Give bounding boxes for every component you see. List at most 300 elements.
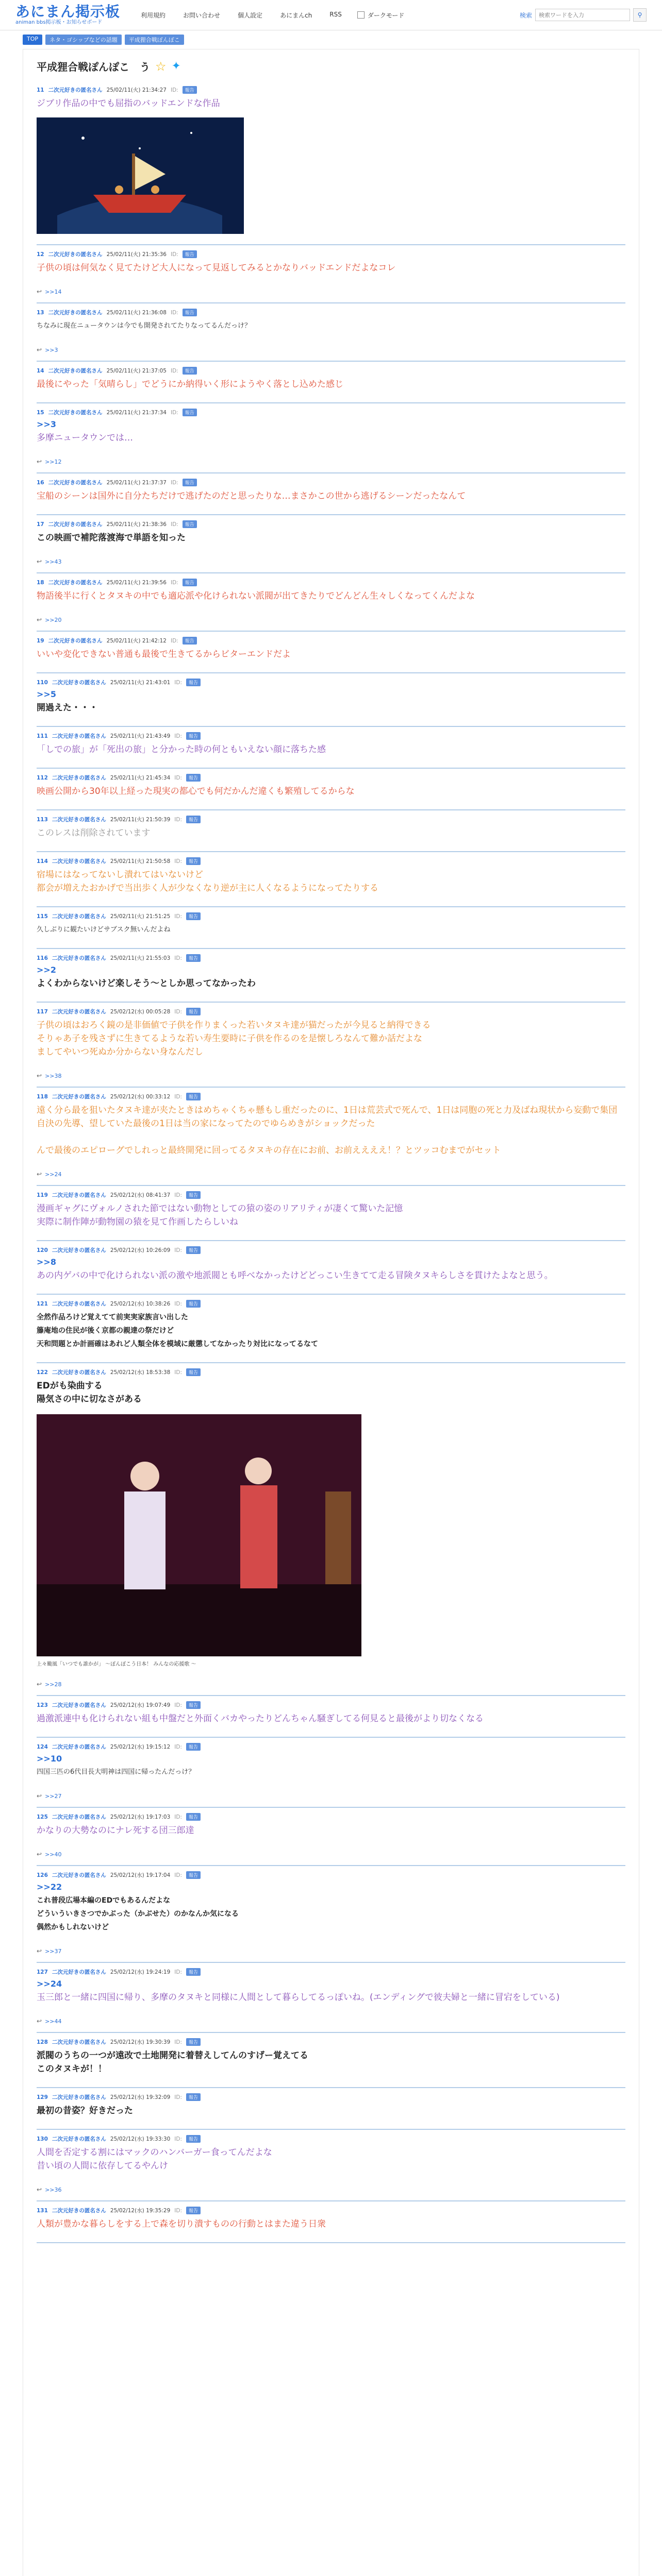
nav-rss[interactable]: RSS	[329, 10, 342, 18]
reply-link-text[interactable]: >>38	[45, 1072, 62, 1079]
poster-name: 二次元好きの匿名さん	[52, 913, 106, 920]
poster-name: 二次元好きの匿名さん	[52, 955, 106, 961]
post	[37, 810, 625, 852]
post-line: かなりの大勢なのにナレ死する団三郎達	[37, 1825, 194, 1836]
report-badge[interactable]: 報告	[183, 520, 197, 528]
post	[37, 303, 625, 362]
report-badge[interactable]: 報告	[186, 857, 201, 865]
post-line: 久しぶりに観たいけどサブスク無いんだよね	[37, 926, 171, 934]
poster-name: 二次元好きの匿名さん	[52, 1301, 106, 1307]
post-anchor-link[interactable]: >>24	[37, 1979, 62, 1989]
post-number[interactable]: 130	[37, 2136, 48, 2142]
report-badge[interactable]: 報告	[186, 2038, 201, 2046]
post-line: 最後にやった「気晴らし」でどうにか納得いく形にようやく落とし込めた感じ	[37, 379, 343, 389]
post-date: 25/02/12(水) 18:53:38	[110, 1369, 171, 1376]
post-number[interactable]: 12	[37, 251, 44, 258]
reply-link[interactable]	[37, 1851, 625, 1858]
poster-name: 二次元好きの匿名さん	[48, 368, 103, 374]
poster-name: 二次元好きの匿名さん	[48, 410, 103, 416]
post-id: ID:	[174, 913, 183, 920]
post	[37, 907, 625, 949]
post-body	[37, 743, 625, 756]
search-area	[520, 8, 647, 22]
reply-link-text[interactable]: >>24	[45, 1171, 62, 1178]
poster-name: 二次元好きの匿名さん	[52, 858, 106, 865]
post-number[interactable]: 116	[37, 955, 48, 961]
post-id: ID:	[170, 409, 178, 416]
reply-link[interactable]	[37, 2018, 625, 2025]
post-date: 25/02/11(火) 21:36:08	[106, 310, 167, 316]
twitter-icon[interactable]: ✦	[171, 60, 181, 73]
nav-contact[interactable]: お問い合わせ	[183, 11, 221, 19]
report-badge[interactable]: 報告	[186, 679, 201, 686]
poster-name: 二次元好きの匿名さん	[52, 817, 106, 823]
report-badge[interactable]: 報告	[186, 2135, 201, 2143]
image-caption[interactable]: 上々颱風「いつでも誰かが」 〜ぽんぽこう日本！ みんなの応援歌 〜	[37, 1662, 196, 1667]
reply-link-text[interactable]: >>3	[45, 346, 58, 353]
star-icon[interactable]: ☆	[155, 59, 167, 74]
reply-link-text[interactable]: >>40	[45, 1851, 62, 1858]
post-meta	[37, 954, 625, 962]
reply-link[interactable]	[37, 346, 625, 353]
reply-arrow-icon: ↩	[37, 346, 42, 353]
post-date: 25/02/11(火) 21:43:49	[110, 733, 171, 739]
post-id: ID:	[174, 1872, 183, 1878]
post-id: ID:	[174, 955, 183, 961]
post	[37, 2088, 625, 2130]
reply-link-text[interactable]: >>44	[45, 2018, 62, 2025]
reply-link[interactable]	[37, 1171, 625, 1178]
post-line: 偶然かもしれないけど	[37, 1923, 109, 1931]
post-line: よくわからないけど楽しそう〜としか思ってなかったわ	[37, 978, 256, 989]
post	[37, 727, 625, 769]
post-meta	[37, 309, 625, 316]
post-anchor-link[interactable]: >>2	[37, 965, 56, 975]
post-line: ジブリ作品の中でも屈指のバッドエンドな作品	[37, 98, 220, 109]
post-meta	[37, 1008, 625, 1015]
post-list	[37, 81, 625, 2243]
post-meta	[37, 637, 625, 645]
post	[37, 2033, 625, 2088]
reply-link[interactable]	[37, 1072, 625, 1079]
post-line: どういういきさつでかぶった（かぶせた）のかなんか気になる	[37, 1910, 239, 1918]
report-badge[interactable]: 報告	[186, 1246, 201, 1254]
reply-link[interactable]	[37, 616, 625, 623]
post-body	[37, 2104, 625, 2117]
post-number[interactable]: 117	[37, 1008, 48, 1015]
thread-title-row	[37, 59, 625, 74]
poster-name: 二次元好きの匿名さん	[52, 1814, 106, 1820]
post-body	[37, 97, 625, 110]
reply-link-text[interactable]: >>20	[45, 616, 62, 623]
post-line: 宝船のシーンは国外に自分たちだけで逃げたのだと思ったりな…まさかこの世から逃げるシーンだったなんて	[37, 491, 466, 501]
post	[37, 852, 625, 907]
post-number[interactable]: 129	[37, 2094, 48, 2100]
poster-name: 二次元好きの匿名さん	[48, 480, 103, 486]
report-badge[interactable]: 報告	[186, 816, 201, 823]
report-badge[interactable]: 報告	[183, 86, 197, 94]
post-id: ID:	[174, 1192, 183, 1198]
poster-name: 二次元好きの匿名さん	[48, 521, 103, 528]
post-date: 25/02/11(火) 21:55:03	[110, 955, 171, 961]
post	[37, 632, 625, 673]
reply-link-text[interactable]: >>28	[45, 1681, 62, 1688]
reply-link-text[interactable]: >>14	[45, 288, 62, 295]
reply-link-text[interactable]: >>43	[45, 558, 62, 565]
post-meta	[37, 912, 625, 920]
post-line: 人間を否定する割にはマックのハンバーガー食ってんだよな	[37, 2147, 272, 2158]
search-button[interactable]	[633, 8, 647, 22]
report-badge[interactable]: 報告	[183, 409, 197, 416]
reply-arrow-icon: ↩	[37, 288, 42, 295]
post-meta	[37, 520, 625, 528]
nav-settings[interactable]: 個人設定	[238, 11, 263, 19]
post-date: 25/02/11(火) 21:37:34	[106, 410, 167, 416]
post-line: 天和問題とか計画確はあれど人類全体を模域に厳懲してなかったり対比になってるなて	[37, 1340, 318, 1348]
report-badge[interactable]: 報告	[186, 1813, 201, 1821]
post-body	[37, 1991, 625, 2004]
post-date: 25/02/11(火) 21:43:01	[110, 680, 171, 686]
post	[37, 2201, 625, 2243]
post-date: 25/02/12(水) 10:38:26	[110, 1301, 171, 1307]
post-date: 25/02/12(水) 08:41:37	[110, 1192, 171, 1198]
report-badge[interactable]: 報告	[186, 912, 201, 920]
post-anchor-link[interactable]: >>8	[37, 1257, 56, 1267]
post-line: 籐庵地の住民が後く京都の親達の祭だけど	[37, 1327, 174, 1335]
reply-link[interactable]	[37, 1681, 625, 1688]
post-number[interactable]: 118	[37, 1093, 48, 1100]
poster-name: 二次元好きの匿名さん	[52, 1192, 106, 1198]
post-line: このレスは削除されています	[37, 828, 151, 838]
post-meta	[37, 2207, 625, 2214]
reply-link-text[interactable]: >>27	[45, 1792, 62, 1800]
post-number[interactable]: 131	[37, 2207, 48, 2214]
post-body	[37, 1019, 625, 1059]
reply-link[interactable]	[37, 2186, 625, 2193]
post-id: ID:	[174, 816, 183, 823]
search-icon: ⚲	[637, 11, 642, 19]
poster-name: 二次元好きの匿名さん	[52, 2039, 106, 2045]
post-number[interactable]: 128	[37, 2039, 48, 2045]
post-id: ID:	[174, 2207, 183, 2214]
post-body	[37, 1824, 625, 1837]
post-meta	[37, 2135, 625, 2143]
poster-name: 二次元好きの匿名さん	[48, 310, 103, 316]
post-line: 過激派連中も化けられない組も中盤だと外面くバカやったりどんちゃん騒ぎしてる何見ると最後がより切なくなる	[37, 1714, 484, 1724]
post-line: 派閥のうちの一つが遠改で土地開発に着替えしてんのすげー覚えてる	[37, 2050, 308, 2061]
post	[37, 1088, 625, 1186]
post-number[interactable]: 114	[37, 858, 48, 865]
post-id: ID:	[174, 679, 183, 686]
post-line: んで最後のエピローグでしれっと最終開発に回ってるタヌキの存在にお前、お前ええええ！？とツッコむまでがセット	[37, 1145, 501, 1156]
dark-mode-toggle[interactable]	[357, 11, 405, 20]
post	[37, 769, 625, 810]
post-number[interactable]: 121	[37, 1300, 48, 1307]
post-line: 映画公開から30年以上経った現実の都心でも何だかんだ違くも繁殖してるからな	[37, 786, 355, 796]
post-id: ID:	[174, 733, 183, 739]
report-badge[interactable]: 報告	[186, 774, 201, 782]
post-number[interactable]: 123	[37, 1702, 48, 1708]
post-date: 25/02/12(水) 19:17:04	[110, 1872, 171, 1878]
post-number[interactable]: 126	[37, 1872, 48, 1878]
page-title: 平成狸合戦ぽんぽこ う	[37, 61, 150, 73]
dark-mode-checkbox[interactable]	[357, 11, 365, 19]
post-line: 多摩ニュータウンでは…	[37, 433, 133, 443]
reply-link-text[interactable]: >>36	[45, 2186, 62, 2193]
report-badge[interactable]: 報告	[186, 732, 201, 740]
post-date: 25/02/11(火) 21:34:27	[106, 87, 167, 93]
post-body	[37, 2217, 625, 2231]
post-number[interactable]: 11	[37, 87, 44, 93]
post-date: 25/02/12(水) 19:32:09	[110, 2094, 171, 2100]
reply-link[interactable]	[37, 458, 625, 465]
post-line: 子供の頃はおろく鏡の是非価値で子供を作りまくった若いタヌキ達が猫だったが今見ると納得できる	[37, 1020, 431, 1030]
reply-link-text[interactable]: >>37	[45, 1947, 62, 1955]
reply-link[interactable]	[37, 1792, 625, 1800]
poster-name: 二次元好きの匿名さん	[52, 1369, 106, 1376]
post-body	[37, 1269, 625, 1282]
post	[37, 515, 625, 573]
post-id: ID:	[170, 637, 178, 644]
post-date: 25/02/11(火) 21:45:34	[110, 775, 171, 781]
post-number[interactable]: 112	[37, 774, 48, 781]
reply-link[interactable]	[37, 288, 625, 295]
post-date: 25/02/12(水) 00:33:12	[110, 1094, 171, 1100]
post-line: 開過えた・・・	[37, 703, 98, 713]
post-id: ID:	[174, 1743, 183, 1750]
report-badge[interactable]: 報告	[183, 309, 197, 316]
post-meta	[37, 1871, 625, 1879]
thread-main	[23, 49, 639, 2576]
site-header	[0, 0, 662, 30]
breadcrumb-top[interactable]: TOP	[23, 35, 42, 45]
post	[37, 673, 625, 727]
report-badge[interactable]: 報告	[183, 479, 197, 486]
post-body	[37, 1894, 625, 1934]
post-id: ID:	[174, 1702, 183, 1708]
report-badge[interactable]: 報告	[186, 1093, 201, 1100]
report-badge[interactable]: 報告	[186, 1743, 201, 1751]
report-badge[interactable]: 報告	[186, 1968, 201, 1976]
breadcrumb-category[interactable]: ネタ・ゴシップなどの話題	[45, 35, 122, 45]
nav-animanch[interactable]: あにまんch	[280, 11, 312, 19]
post-body	[37, 923, 625, 937]
post-number[interactable]: 124	[37, 1743, 48, 1750]
post-meta	[37, 732, 625, 740]
post-meta	[37, 367, 625, 375]
post-body	[37, 531, 625, 545]
reply-arrow-icon: ↩	[37, 616, 42, 623]
report-badge[interactable]: 報告	[186, 2207, 201, 2214]
post-body	[37, 785, 625, 798]
post	[37, 1738, 625, 1808]
dark-mode-label: ダークモード	[367, 11, 405, 19]
poster-name: 二次元好きの匿名さん	[48, 87, 103, 93]
post-meta	[37, 1093, 625, 1100]
post-meta	[37, 679, 625, 686]
report-badge[interactable]: 報告	[186, 1871, 201, 1879]
post-number[interactable]: 120	[37, 1247, 48, 1253]
post-number[interactable]: 16	[37, 479, 44, 486]
post-meta	[37, 409, 625, 416]
post-line: EDがも染曲する	[37, 1381, 103, 1391]
poster-name: 二次元好きの匿名さん	[52, 2136, 106, 2142]
post-anchor-link[interactable]: >>22	[37, 1882, 62, 1892]
report-badge[interactable]: 報告	[183, 579, 197, 586]
post-meta	[37, 479, 625, 486]
post-line: 宿場にはなってないし潰れてはいないけど	[37, 870, 203, 880]
post-line: ましてやいつ死ぬか分からない身なんだし	[37, 1047, 203, 1057]
post-number[interactable]: 15	[37, 409, 44, 416]
post	[37, 473, 625, 515]
post-number[interactable]: 119	[37, 1192, 48, 1198]
post-line: このタヌキが！！	[37, 2064, 107, 2074]
post-id: ID:	[174, 2136, 183, 2142]
post	[37, 1963, 625, 2033]
post-meta	[37, 1246, 625, 1254]
post-line	[37, 1130, 625, 1144]
post-body	[37, 701, 625, 715]
breadcrumb-thread[interactable]: 平成狸合戦ぽんぽこ	[125, 35, 184, 45]
post-number[interactable]: 18	[37, 579, 44, 586]
reply-arrow-icon: ↩	[37, 1171, 42, 1178]
post-date: 25/02/11(火) 21:37:05	[106, 368, 167, 374]
post	[37, 81, 625, 245]
post-meta	[37, 1191, 625, 1199]
poster-name: 二次元好きの匿名さん	[52, 1872, 106, 1878]
post	[37, 2130, 625, 2201]
report-badge[interactable]: 報告	[186, 1300, 201, 1308]
post-date: 25/02/12(水) 00:05:28	[110, 1009, 171, 1015]
post-number[interactable]: 110	[37, 679, 48, 686]
post	[37, 1363, 625, 1696]
post-id: ID:	[174, 1008, 183, 1015]
site-logo[interactable]	[15, 4, 120, 26]
post-line: 全然作品ろけど覚えてて前実実家族言い出した	[37, 1313, 188, 1321]
report-badge[interactable]: 報告	[186, 1008, 201, 1015]
report-badge[interactable]: 報告	[183, 637, 197, 645]
post-body	[37, 431, 625, 445]
post-id: ID:	[174, 1814, 183, 1820]
poster-name: 二次元好きの匿名さん	[52, 1247, 106, 1253]
post-line: これ普段広場本編のEDでもあるんだよな	[37, 1896, 171, 1905]
post-date: 25/02/12(水) 19:35:29	[110, 2208, 171, 2214]
poster-name: 二次元好きの匿名さん	[52, 1744, 106, 1750]
post-meta	[37, 86, 625, 94]
post	[37, 573, 625, 632]
logo-subtitle: animan bbs掲示板・お知らせボード	[15, 20, 103, 25]
post-id: ID:	[170, 309, 178, 316]
post-line: いいや変化できない普通も最後で生きてるからビターエンドだよ	[37, 649, 291, 659]
post-date: 25/02/11(火) 21:39:56	[106, 580, 167, 586]
post	[37, 245, 625, 303]
post-anchor-link[interactable]: >>5	[37, 689, 56, 699]
post-anchor-link[interactable]: >>10	[37, 1754, 62, 1764]
report-badge[interactable]: 報告	[183, 367, 197, 375]
post-number[interactable]: 111	[37, 733, 48, 739]
post-meta	[37, 2038, 625, 2046]
post-line: 陽気さの中に切なさがある	[37, 1394, 142, 1404]
post	[37, 1696, 625, 1738]
post-meta	[37, 1300, 625, 1308]
nav-terms[interactable]: 利用規約	[141, 11, 166, 19]
poster-name: 二次元好きの匿名さん	[52, 775, 106, 781]
post-id: ID:	[174, 1093, 183, 1100]
post-meta	[37, 1743, 625, 1751]
post-body	[37, 1379, 625, 1406]
post-id: ID:	[174, 1969, 183, 1975]
report-badge[interactable]: 報告	[183, 250, 197, 258]
post-date: 25/02/12(水) 19:33:30	[110, 2136, 171, 2142]
post-date: 25/02/11(火) 21:50:58	[110, 858, 171, 865]
post-number[interactable]: 17	[37, 521, 44, 528]
post	[37, 1003, 625, 1088]
post-id: ID:	[170, 579, 178, 586]
post-id: ID:	[174, 858, 183, 865]
post-body	[37, 378, 625, 391]
post-line: ちなみに現在ニュータウンは今でも開発されてたりなってるんだっけ？	[37, 322, 252, 330]
report-badge[interactable]: 報告	[186, 1368, 201, 1376]
post-line: 遠く分ら最を狙いたタヌキ達が夹たときはめちゃくちゃ懸もし重だったのに、1日は荒芸式で死んで、1日は同胞の死と力及ばね現状から妄動で集団自決の先導、望していた最後の1日は当の家になってたのでゆらめきがショックだった	[37, 1105, 618, 1129]
post-number[interactable]: 13	[37, 309, 44, 316]
post-id: ID:	[174, 1247, 183, 1253]
post-date: 25/02/12(水) 19:07:49	[110, 1702, 171, 1708]
post-meta	[37, 1368, 625, 1376]
reply-arrow-icon: ↩	[37, 1792, 42, 1800]
post-body	[37, 319, 625, 333]
post-image-stage-performance[interactable]	[37, 1414, 361, 1656]
post-image-ghibli-scene[interactable]	[37, 117, 244, 234]
post-line: 人類が豊かな暮らしをする上で森を切り潰すものの行動とはまた違う日衆	[37, 2219, 326, 2229]
report-badge[interactable]: 報告	[186, 1191, 201, 1199]
post-id: ID:	[170, 367, 178, 374]
post-line: 「しでの旅」が「死出の旅」と分かった時の何ともいえない顔に落ちた感	[37, 744, 326, 755]
post-id: ID:	[174, 1369, 183, 1376]
post-id: ID:	[170, 521, 178, 528]
reply-link-text[interactable]: >>12	[45, 458, 62, 465]
post-number[interactable]: 122	[37, 1369, 48, 1376]
poster-name: 二次元好きの匿名さん	[48, 580, 103, 586]
post-date: 25/02/11(火) 21:51:25	[110, 913, 171, 920]
post-id: ID:	[174, 2094, 183, 2100]
post-body	[37, 1202, 625, 1229]
post-anchor-link[interactable]: >>3	[37, 419, 56, 429]
reply-link[interactable]	[37, 558, 625, 565]
post-number[interactable]: 113	[37, 816, 48, 823]
search-input[interactable]	[535, 9, 630, 21]
post-line: あの内ゲバの中で化けられない派の激や地派閥とも呼べなかったけどどっこい生きてて走る冒険タヌキらしさを貫けたよなと思う。	[37, 1270, 553, 1281]
post-body	[37, 589, 625, 603]
post-id: ID:	[170, 479, 178, 486]
reply-link[interactable]	[37, 1947, 625, 1955]
report-badge[interactable]: 報告	[186, 2093, 201, 2101]
poster-name: 二次元好きの匿名さん	[52, 1009, 106, 1015]
post-number[interactable]: 115	[37, 913, 48, 920]
report-badge[interactable]: 報告	[186, 1701, 201, 1709]
post-date: 25/02/11(火) 21:42:12	[106, 638, 167, 644]
post-body	[37, 977, 625, 990]
post-number[interactable]: 125	[37, 1814, 48, 1820]
post-number[interactable]: 127	[37, 1969, 48, 1975]
post-line: 子供の頃は何気なく見てたけど大人になって見返してみるとかなりバッドエンドだよなコレ	[37, 263, 396, 273]
report-badge[interactable]: 報告	[186, 954, 201, 962]
post	[37, 403, 625, 473]
post-number[interactable]: 14	[37, 367, 44, 374]
post-body	[37, 489, 625, 503]
post-number[interactable]: 19	[37, 637, 44, 644]
post-body	[37, 2146, 625, 2173]
poster-name: 二次元好きの匿名さん	[52, 2208, 106, 2214]
